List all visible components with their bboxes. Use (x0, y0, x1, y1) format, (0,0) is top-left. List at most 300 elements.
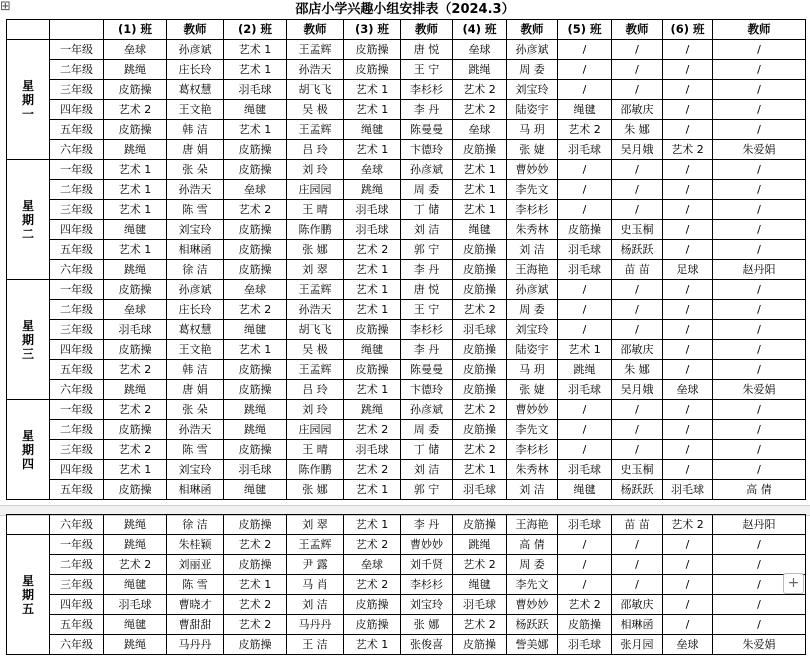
table-cell[interactable]: / (558, 300, 612, 320)
table-cell[interactable]: 卞德玲 (401, 380, 453, 400)
table-cell[interactable]: / (612, 420, 663, 440)
table-cell[interactable]: 邵敏庆 (612, 595, 663, 615)
table-cell[interactable]: / (612, 60, 663, 80)
table-cell[interactable]: 刘宝玲 (401, 595, 453, 615)
table-cell[interactable]: 皮筋操 (224, 555, 287, 575)
grade-cell[interactable]: 四年级 (50, 220, 104, 240)
table-cell[interactable]: 羽毛球 (453, 480, 507, 500)
column-header[interactable]: 教师 (167, 20, 224, 40)
table-cell[interactable]: 孙彦斌 (507, 280, 558, 300)
table-cell[interactable]: 马 玥 (507, 360, 558, 380)
empty-day-cell[interactable] (7, 515, 50, 535)
table-cell[interactable]: 艺术 1 (344, 515, 401, 535)
table-cell[interactable]: / (663, 60, 713, 80)
table-cell[interactable]: / (663, 120, 713, 140)
grade-cell[interactable]: 五年级 (50, 360, 104, 380)
table-cell[interactable]: 绳毽 (104, 220, 167, 240)
table-cell[interactable]: 韩 洁 (167, 120, 224, 140)
table-cell[interactable]: 艺术 2 (453, 300, 507, 320)
table-cell[interactable]: 皮筋操 (344, 60, 401, 80)
table-cell[interactable]: 李先文 (507, 575, 558, 595)
table-cell[interactable]: 孙浩天 (167, 420, 224, 440)
table-cell[interactable]: 皮筋操 (104, 80, 167, 100)
table-cell[interactable]: 羽毛球 (558, 140, 612, 160)
corner-cell[interactable] (7, 20, 50, 40)
table-cell[interactable]: 艺术 1 (224, 340, 287, 360)
table-cell[interactable]: 刘 洁 (507, 480, 558, 500)
table-cell[interactable]: 曹妙妙 (507, 400, 558, 420)
grade-cell[interactable]: 三年级 (50, 200, 104, 220)
table-cell[interactable]: 刘 洁 (401, 220, 453, 240)
table-cell[interactable]: / (558, 80, 612, 100)
table-cell[interactable]: 艺术 2 (104, 400, 167, 420)
table-cell[interactable]: 李杉杉 (507, 440, 558, 460)
table-cell[interactable]: 李 丹 (401, 340, 453, 360)
table-cell[interactable]: 刘 洁 (507, 240, 558, 260)
grade-cell[interactable]: 四年级 (50, 595, 104, 615)
table-cell[interactable]: 葛权慧 (167, 80, 224, 100)
table-cell[interactable]: 羽毛球 (558, 635, 612, 655)
table-cell[interactable]: 艺术 2 (453, 80, 507, 100)
table-cell[interactable]: / (663, 320, 713, 340)
table-cell[interactable]: 王孟辉 (287, 120, 344, 140)
table-cell[interactable]: 孙彦斌 (401, 400, 453, 420)
table-cell[interactable]: / (612, 320, 663, 340)
table-cell[interactable]: 庄园园 (287, 180, 344, 200)
table-cell[interactable]: 垒球 (453, 40, 507, 60)
table-cell[interactable]: 艺术 2 (224, 595, 287, 615)
table-cell[interactable]: 艺术 1 (104, 200, 167, 220)
grade-cell[interactable]: 六年级 (50, 140, 104, 160)
grade-cell[interactable]: 五年级 (50, 480, 104, 500)
table-cell[interactable]: 吴 极 (287, 100, 344, 120)
table-cell[interactable]: 艺术 1 (104, 460, 167, 480)
table-cell[interactable]: / (663, 595, 713, 615)
day-label-cell[interactable] (7, 280, 50, 400)
table-cell[interactable]: / (663, 40, 713, 60)
grade-cell[interactable]: 二年级 (50, 555, 104, 575)
grade-cell[interactable]: 四年级 (50, 460, 104, 480)
table-cell[interactable]: 陆姿宇 (507, 100, 558, 120)
table-cell[interactable]: 艺术 1 (344, 80, 401, 100)
table-cell[interactable]: 艺术 2 (224, 200, 287, 220)
table-cell[interactable]: 艺术 2 (104, 440, 167, 460)
table-cell[interactable]: 皮筋操 (344, 320, 401, 340)
table-cell[interactable]: / (612, 280, 663, 300)
table-cell[interactable]: 垒球 (663, 380, 713, 400)
table-cell[interactable]: 艺术 1 (453, 460, 507, 480)
table-cell[interactable]: 吴 极 (287, 340, 344, 360)
table-cell[interactable]: 周 委 (507, 60, 558, 80)
table-cell[interactable]: 羽毛球 (344, 440, 401, 460)
column-header[interactable]: (1) 班 (104, 20, 167, 40)
table-cell[interactable]: 绳毽 (224, 320, 287, 340)
table-cell[interactable]: / (612, 40, 663, 60)
table-cell[interactable]: 唐 娟 (167, 140, 224, 160)
table-cell[interactable]: 跳绳 (104, 260, 167, 280)
table-cell[interactable]: 刘 玲 (287, 160, 344, 180)
table-cell[interactable]: 皮筋操 (453, 340, 507, 360)
table-cell[interactable]: 艺术 1 (344, 380, 401, 400)
table-cell[interactable]: 皮筋操 (558, 220, 612, 240)
column-header[interactable]: 教师 (287, 20, 344, 40)
table-cell[interactable]: 羽毛球 (224, 80, 287, 100)
grade-cell[interactable]: 二年级 (50, 420, 104, 440)
table-cell[interactable]: 庄长玲 (167, 60, 224, 80)
table-cell[interactable]: / (558, 555, 612, 575)
grade-cell[interactable]: 四年级 (50, 340, 104, 360)
table-cell[interactable]: 李杉杉 (401, 80, 453, 100)
grade-cell[interactable]: 六年级 (50, 260, 104, 280)
table-cell[interactable]: / (713, 100, 806, 120)
table-cell[interactable]: / (713, 595, 806, 615)
table-cell[interactable]: 刘宝玲 (507, 320, 558, 340)
table-cell[interactable]: 李 丹 (401, 515, 453, 535)
table-cell[interactable]: 王 洁 (287, 635, 344, 655)
table-cell[interactable]: 吴月娥 (612, 380, 663, 400)
table-cell[interactable]: 皮筋操 (453, 515, 507, 535)
table-cell[interactable]: 垒球 (663, 635, 713, 655)
table-cell[interactable]: 曹妙妙 (507, 595, 558, 615)
table-cell[interactable]: 绳毽 (104, 615, 167, 635)
table-cell[interactable]: 皮筋操 (104, 280, 167, 300)
table-cell[interactable]: 艺术 1 (453, 200, 507, 220)
table-cell[interactable]: 艺术 2 (104, 100, 167, 120)
table-cell[interactable]: 张 娜 (401, 615, 453, 635)
table-cell[interactable]: 皮筋操 (224, 240, 287, 260)
table-cell[interactable]: 艺术 2 (453, 615, 507, 635)
table-cell[interactable]: / (612, 440, 663, 460)
table-cell[interactable]: 艺术 2 (224, 615, 287, 635)
table-cell[interactable]: 绳毽 (344, 340, 401, 360)
table-cell[interactable]: 刘 洁 (401, 460, 453, 480)
table-cell[interactable]: 跳绳 (104, 140, 167, 160)
table-cell[interactable]: 刘宝玲 (167, 460, 224, 480)
grade-cell[interactable]: 五年级 (50, 240, 104, 260)
table-cell[interactable]: 王文艳 (167, 100, 224, 120)
grade-cell[interactable]: 四年级 (50, 100, 104, 120)
table-cell[interactable]: 相琳函 (612, 615, 663, 635)
table-cell[interactable]: 孙彦斌 (401, 160, 453, 180)
table-cell[interactable]: 曹妙妙 (507, 160, 558, 180)
table-cell[interactable]: / (663, 280, 713, 300)
table-cell[interactable]: / (612, 555, 663, 575)
table-cell[interactable]: / (663, 575, 713, 595)
table-cell[interactable]: / (713, 360, 806, 380)
table-cell[interactable]: 尹 露 (287, 555, 344, 575)
table-cell[interactable]: 王孟辉 (287, 360, 344, 380)
table-cell[interactable]: 艺术 2 (104, 360, 167, 380)
table-cell[interactable]: 张 朵 (167, 400, 224, 420)
table-cell[interactable]: 艺术 1 (344, 300, 401, 320)
table-cell[interactable]: 张月园 (612, 635, 663, 655)
table-cell[interactable]: 朱秀林 (507, 220, 558, 240)
table-cell[interactable]: 唐 悦 (401, 280, 453, 300)
table-cell[interactable]: 皮筋操 (224, 260, 287, 280)
table-cell[interactable]: 羽毛球 (104, 595, 167, 615)
table-cell[interactable]: 羽毛球 (558, 240, 612, 260)
table-cell[interactable]: 皮筋操 (224, 515, 287, 535)
table-cell[interactable]: 皮筋操 (224, 220, 287, 240)
table-cell[interactable]: / (663, 440, 713, 460)
table-cell[interactable]: 绳毽 (558, 480, 612, 500)
table-cell[interactable]: / (713, 40, 806, 60)
table-cell[interactable]: / (663, 300, 713, 320)
grade-cell[interactable]: 三年级 (50, 80, 104, 100)
table-cell[interactable]: 周 委 (401, 420, 453, 440)
table-cell[interactable]: 艺术 2 (344, 575, 401, 595)
table-cell[interactable]: / (713, 575, 806, 595)
grade-cell[interactable]: 三年级 (50, 320, 104, 340)
table-cell[interactable]: / (713, 400, 806, 420)
table-cell[interactable]: 皮筋操 (344, 40, 401, 60)
table-cell[interactable]: 李杉杉 (401, 575, 453, 595)
table-cell[interactable]: 苗 苗 (612, 515, 663, 535)
table-cell[interactable]: 皮筋操 (224, 360, 287, 380)
table-cell[interactable]: 邵敏庆 (612, 100, 663, 120)
table-cell[interactable]: 皮筋操 (224, 140, 287, 160)
table-cell[interactable]: 朱爱娟 (713, 380, 806, 400)
column-header[interactable]: (3) 班 (344, 20, 401, 40)
grade-cell[interactable]: 二年级 (50, 300, 104, 320)
table-cell[interactable]: 皮筋操 (224, 380, 287, 400)
table-cell[interactable]: / (713, 420, 806, 440)
table-cell[interactable]: 羽毛球 (224, 460, 287, 480)
table-cell[interactable]: / (663, 400, 713, 420)
table-cell[interactable]: 艺术 2 (104, 555, 167, 575)
table-cell[interactable]: 皮筋操 (558, 615, 612, 635)
table-cell[interactable]: 王 宁 (401, 300, 453, 320)
column-header[interactable]: 教师 (612, 20, 663, 40)
table-cell[interactable]: 跳绳 (104, 380, 167, 400)
table-cell[interactable]: 胡飞飞 (287, 320, 344, 340)
table-cell[interactable]: 朱 娜 (612, 360, 663, 380)
table-cell[interactable]: 陈曼曼 (401, 120, 453, 140)
table-cell[interactable]: 王 晴 (287, 440, 344, 460)
table-cell[interactable]: / (713, 80, 806, 100)
table-cell[interactable]: / (713, 120, 806, 140)
table-cell[interactable]: 张 娜 (287, 480, 344, 500)
table-cell[interactable]: 跳绳 (344, 180, 401, 200)
table-cell[interactable]: / (663, 555, 713, 575)
table-cell[interactable]: 绳毽 (224, 480, 287, 500)
table-cell[interactable]: 羽毛球 (344, 200, 401, 220)
table-cell[interactable]: 刘宝玲 (507, 80, 558, 100)
column-header[interactable]: 教师 (713, 20, 806, 40)
table-cell[interactable]: 艺术 1 (224, 575, 287, 595)
table-cell[interactable]: 王孟辉 (287, 535, 344, 555)
table-cell[interactable]: / (663, 100, 713, 120)
table-cell[interactable]: 垒球 (344, 160, 401, 180)
table-cell[interactable]: 陈 雪 (167, 575, 224, 595)
table-cell[interactable]: 王海艳 (507, 515, 558, 535)
table-cell[interactable]: / (713, 200, 806, 220)
table-cell[interactable]: / (612, 300, 663, 320)
table-cell[interactable]: 羽毛球 (558, 260, 612, 280)
table-cell[interactable]: / (663, 220, 713, 240)
table-cell[interactable]: 艺术 2 (558, 120, 612, 140)
grade-cell[interactable]: 三年级 (50, 575, 104, 595)
table-cell[interactable]: 皮筋操 (453, 140, 507, 160)
table-cell[interactable]: / (713, 340, 806, 360)
table-cell[interactable]: 徐 洁 (167, 260, 224, 280)
table-cell[interactable]: 李先文 (507, 420, 558, 440)
grade-cell[interactable]: 二年级 (50, 60, 104, 80)
table-cell[interactable]: 跳绳 (453, 535, 507, 555)
table-cell[interactable]: 朱 娜 (612, 120, 663, 140)
table-cell[interactable]: 马 玥 (507, 120, 558, 140)
table-cell[interactable]: 羽毛球 (104, 320, 167, 340)
table-cell[interactable]: 绳毽 (104, 575, 167, 595)
grade-cell[interactable]: 五年级 (50, 615, 104, 635)
table-cell[interactable]: 史玉桐 (612, 460, 663, 480)
table-cell[interactable]: 皮筋操 (224, 160, 287, 180)
add-row-button[interactable]: + (783, 573, 804, 594)
column-header[interactable]: 教师 (401, 20, 453, 40)
table-cell[interactable]: 皮筋操 (104, 480, 167, 500)
table-cell[interactable]: 吴月娥 (612, 140, 663, 160)
table-cell[interactable]: 曹妙妙 (401, 535, 453, 555)
table-cell[interactable]: 艺术 1 (224, 60, 287, 80)
table-cell[interactable]: / (663, 180, 713, 200)
table-cell[interactable]: 皮筋操 (453, 420, 507, 440)
table-cell[interactable]: 艺术 2 (663, 140, 713, 160)
table-cell[interactable]: 赵丹阳 (713, 260, 806, 280)
grade-cell[interactable]: 二年级 (50, 180, 104, 200)
table-cell[interactable]: 艺术 1 (224, 120, 287, 140)
table-cell[interactable]: 丁 储 (401, 440, 453, 460)
table-cell[interactable]: / (713, 320, 806, 340)
table-cell[interactable]: 张 朵 (167, 160, 224, 180)
table-cell[interactable]: 苗 苗 (612, 260, 663, 280)
table-cell[interactable]: 绳毽 (344, 120, 401, 140)
day-label-cell[interactable] (7, 160, 50, 280)
day-label-cell[interactable] (7, 400, 50, 500)
grade-cell[interactable]: 六年级 (50, 515, 104, 535)
table-cell[interactable]: 跳绳 (453, 60, 507, 80)
table-cell[interactable]: 绳毽 (453, 575, 507, 595)
table-cell[interactable]: / (713, 460, 806, 480)
table-cell[interactable]: / (612, 160, 663, 180)
table-cell[interactable]: 庄长玲 (167, 300, 224, 320)
table-cell[interactable]: / (663, 460, 713, 480)
table-cell[interactable]: 皮筋操 (453, 280, 507, 300)
table-cell[interactable]: 艺术 1 (344, 260, 401, 280)
table-cell[interactable]: / (663, 535, 713, 555)
table-cell[interactable]: / (713, 180, 806, 200)
table-cell[interactable]: 绳毽 (453, 220, 507, 240)
table-cell[interactable]: 庄园园 (287, 420, 344, 440)
table-cell[interactable]: 艺术 1 (104, 240, 167, 260)
table-cell[interactable]: 张俊喜 (401, 635, 453, 655)
table-cell[interactable]: / (612, 80, 663, 100)
table-cell[interactable]: / (663, 420, 713, 440)
table-cell[interactable]: 跳绳 (104, 60, 167, 80)
table-cell[interactable]: / (713, 615, 806, 635)
table-cell[interactable]: 李先文 (507, 180, 558, 200)
table-cell[interactable]: 韩 洁 (167, 360, 224, 380)
table-cell[interactable]: 徐 洁 (167, 515, 224, 535)
table-cell[interactable]: 艺术 2 (344, 460, 401, 480)
table-cell[interactable]: / (663, 615, 713, 635)
table-cell[interactable]: 朱桂颖 (167, 535, 224, 555)
grade-cell[interactable]: 一年级 (50, 400, 104, 420)
table-cell[interactable]: 陆姿宇 (507, 340, 558, 360)
table-cell[interactable]: 郭 宁 (401, 480, 453, 500)
table-cell[interactable]: 艺术 2 (453, 555, 507, 575)
table-cell[interactable]: / (713, 555, 806, 575)
table-cell[interactable]: 皮筋操 (104, 340, 167, 360)
grade-cell[interactable]: 一年级 (50, 160, 104, 180)
table-cell[interactable]: 刘 洁 (287, 595, 344, 615)
table-cell[interactable]: 马 肖 (287, 575, 344, 595)
table-cell[interactable]: 跳绳 (104, 515, 167, 535)
table-cell[interactable]: 足球 (663, 260, 713, 280)
table-cell[interactable]: / (558, 440, 612, 460)
table-cell[interactable]: 垒球 (224, 280, 287, 300)
table-cell[interactable]: 皮筋操 (453, 635, 507, 655)
table-cell[interactable]: / (713, 535, 806, 555)
table-cell[interactable]: 刘丽亚 (167, 555, 224, 575)
table-cell[interactable]: 艺术 2 (663, 515, 713, 535)
table-cell[interactable]: 跳绳 (224, 420, 287, 440)
table-cell[interactable]: 羽毛球 (344, 220, 401, 240)
column-header[interactable]: (4) 班 (453, 20, 507, 40)
table-handle-icon[interactable]: ⊞ (0, 0, 11, 14)
table-cell[interactable]: 唐 娟 (167, 380, 224, 400)
grade-cell[interactable]: 六年级 (50, 635, 104, 655)
table-cell[interactable]: 马丹丹 (287, 615, 344, 635)
table-cell[interactable]: 杨跃跃 (507, 615, 558, 635)
table-cell[interactable]: / (713, 440, 806, 460)
table-cell[interactable]: 李 丹 (401, 260, 453, 280)
grade-cell[interactable]: 五年级 (50, 120, 104, 140)
table-cell[interactable]: 孙彦斌 (167, 40, 224, 60)
table-cell[interactable]: 跳绳 (104, 635, 167, 655)
table-cell[interactable]: 艺术 1 (344, 140, 401, 160)
table-cell[interactable]: / (558, 535, 612, 555)
table-cell[interactable]: 相琳函 (167, 480, 224, 500)
table-cell[interactable]: / (713, 280, 806, 300)
table-cell[interactable]: / (558, 160, 612, 180)
table-cell[interactable]: 艺术 1 (344, 100, 401, 120)
table-cell[interactable]: 跳绳 (558, 360, 612, 380)
table-cell[interactable]: 垒球 (104, 40, 167, 60)
table-cell[interactable]: 丁 储 (401, 200, 453, 220)
table-cell[interactable]: 吕 玲 (287, 380, 344, 400)
table-cell[interactable]: 羽毛球 (558, 515, 612, 535)
table-cell[interactable]: 绳毽 (224, 100, 287, 120)
table-cell[interactable]: 皮筋操 (453, 260, 507, 280)
table-cell[interactable]: 垒球 (453, 120, 507, 140)
table-cell[interactable]: 邵敏庆 (612, 340, 663, 360)
table-cell[interactable]: 陈曼曼 (401, 360, 453, 380)
table-cell[interactable]: 杨跃跃 (612, 240, 663, 260)
table-cell[interactable]: 皮筋操 (104, 420, 167, 440)
table-cell[interactable]: / (558, 320, 612, 340)
table-cell[interactable]: 王孟辉 (287, 280, 344, 300)
table-cell[interactable]: 艺术 2 (344, 240, 401, 260)
table-cell[interactable]: / (612, 180, 663, 200)
table-cell[interactable]: / (558, 420, 612, 440)
table-cell[interactable]: 艺术 2 (344, 535, 401, 555)
table-cell[interactable]: 艺术 2 (344, 420, 401, 440)
table-cell[interactable]: 皮筋操 (344, 595, 401, 615)
table-cell[interactable]: 皮筋操 (224, 635, 287, 655)
table-cell[interactable]: / (713, 60, 806, 80)
table-cell[interactable]: 周 委 (507, 300, 558, 320)
table-cell[interactable]: / (663, 200, 713, 220)
